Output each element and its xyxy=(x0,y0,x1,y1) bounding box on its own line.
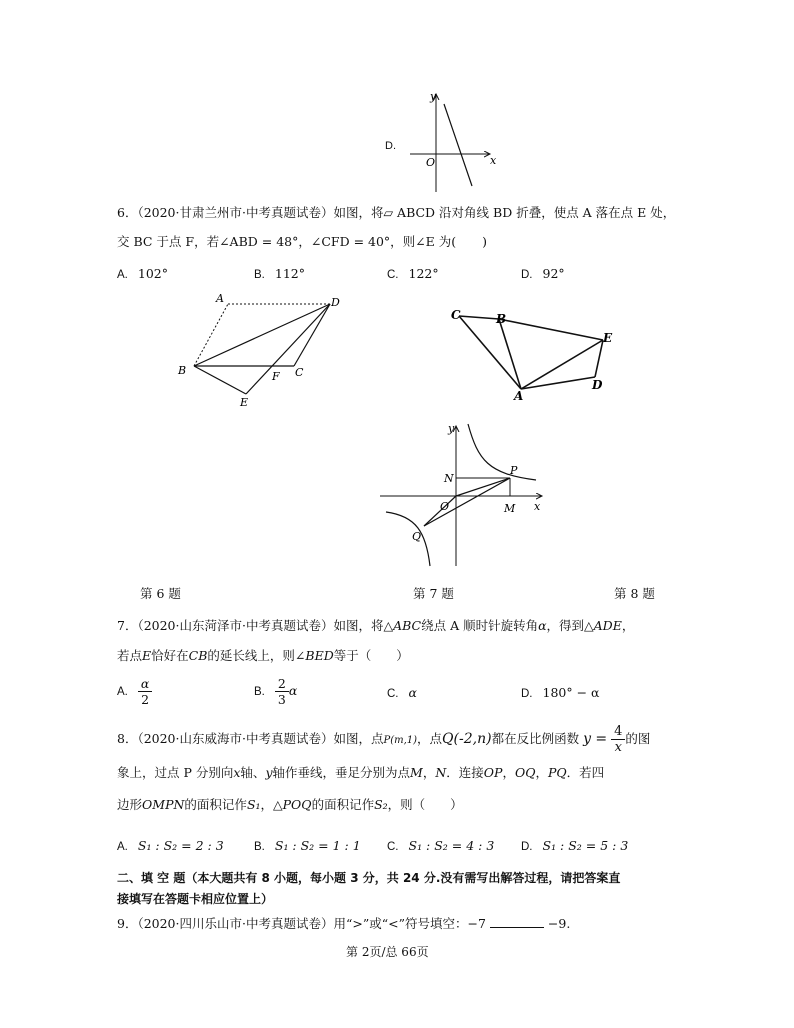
q6-option-c: C. 122° xyxy=(387,266,439,281)
fig8-label-n: N xyxy=(444,472,454,485)
fig8-label-q: Q xyxy=(412,530,422,543)
fig6-label-d: D xyxy=(331,296,340,309)
q9-left-value: −7 xyxy=(467,916,486,931)
q7-option-b: B. $\frac{2}{3}$ α xyxy=(254,676,298,707)
q9-stem: 9．（2020·四川乐山市·中考真题试卷）用“>”或“<”符号填空：−7 −9. xyxy=(117,916,571,931)
caption-fig8: 第 8 题 xyxy=(614,586,655,601)
q9-answer-blank[interactable] xyxy=(490,915,544,928)
q6-stem-line2a: 交 BC 于点 F，若∠ABD = 48°，∠CFD = 40°，则∠E 为( xyxy=(117,234,457,249)
q7-alpha: α xyxy=(538,618,547,633)
fig7-label-d: D xyxy=(592,378,603,392)
q7-angle-bed: ∠BED xyxy=(294,648,334,663)
q7-segment-cb: CB xyxy=(188,648,208,663)
fig6-label-e: E xyxy=(240,396,249,409)
q8-option-c: C. S₁ : S₂ = 4 : 3 xyxy=(387,838,495,853)
q6-stem-line1: 6．（2020·甘肃兰州市·中考真题试卷）如图，将▱ ABCD 沿对角线 BD 折叠，使点 A 落在点 E 处， xyxy=(117,205,676,220)
q6-option-a: A. 102° xyxy=(117,266,168,281)
caption-fig6: 第 6 题 xyxy=(140,586,181,601)
figure-6-parallelogram xyxy=(170,290,350,410)
section2-heading-line2: 接填写在答题卡相应位置上） xyxy=(117,892,274,906)
caption-fig7: 第 7 题 xyxy=(413,586,454,601)
top-x-label: x xyxy=(490,154,497,167)
top-line-graph xyxy=(400,86,500,196)
q8-func-y: y = xyxy=(583,731,608,747)
q9-right-value: −9 xyxy=(547,916,567,931)
q8-option-b: B. S₁ : S₂ = 1 : 1 xyxy=(254,838,361,853)
q6-option-d: D. 92° xyxy=(521,266,565,281)
q8-option-d: D. S₁ : S₂ = 5 : 3 xyxy=(521,838,629,853)
top-y-label: y xyxy=(430,90,437,103)
section2-heading-line1: 二、填 空 题（本大题共有 8 小题，每小题 3 分，共 24 分.没有需写出解答过程，请把答案直 xyxy=(117,871,621,885)
fig6-label-f: F xyxy=(272,370,280,383)
page-footer: 第 2页/总 66页 xyxy=(346,945,429,959)
figure-7-rotation xyxy=(445,305,625,405)
q8-stem-line3: 边形OMPN的面积记作S₁，△POQ的面积记作S₂，则（ ） xyxy=(117,797,463,812)
q8-option-a: A. S₁ : S₂ = 2 : 3 xyxy=(117,838,224,853)
top-origin-label: O xyxy=(426,156,436,169)
q6-option-b: B. 112° xyxy=(254,266,305,281)
fig8-label-x: x xyxy=(534,500,541,513)
q6-stem-line2b: ) xyxy=(482,234,488,249)
fig8-label-o: O xyxy=(440,500,450,513)
fig6-label-c: C xyxy=(295,366,304,379)
q8-point-q: Q(-2,n) xyxy=(442,731,492,747)
q7-tri-abc: △ABC xyxy=(383,618,422,633)
fig7-label-b: B xyxy=(496,312,507,326)
fig6-label-b: B xyxy=(178,364,187,377)
fig7-label-a: A xyxy=(514,389,524,403)
top-option-label: D. xyxy=(385,140,396,152)
q7-tri-ade: △ADE xyxy=(584,618,622,633)
fig8-label-p: P xyxy=(510,464,518,477)
fig8-label-m: M xyxy=(504,502,516,515)
q8-stem-line1: 8．（2020·山东威海市·中考真题试卷）如图，点P(m,1)，点Q(-2,n)都在反比例函数 y = $\frac{4}{x}$ 的图 xyxy=(117,724,651,755)
q7-option-a: A. $\frac{\alpha}{2}$ xyxy=(117,676,152,707)
fig8-label-y: y xyxy=(448,422,455,435)
fig6-label-a: A xyxy=(216,292,224,305)
q8-stem-line2: 象上，过点 P 分别向x轴、y轴作垂线，垂足分别为点M，N．连接OP，OQ，PQ．若四 xyxy=(117,765,605,780)
q7-stem-line2: 若点E恰好在CB的延长线上，则∠BED等于（ ） xyxy=(117,648,409,663)
fig7-label-e: E xyxy=(603,331,613,345)
fig7-label-c: C xyxy=(451,308,461,322)
figure-8-inverse-function xyxy=(376,420,556,570)
q8-func-fraction: $\frac{4}{x}$ xyxy=(611,724,625,755)
q7-point-e: E xyxy=(142,648,152,663)
q8-point-p: P(m,1) xyxy=(383,735,418,746)
q7-option-c: C. α xyxy=(387,685,417,700)
q6-stem-line2 xyxy=(117,233,487,251)
q7-stem-line1: 7．（2020·山东菏泽市·中考真题试卷）如图，将△ABC绕点 A 顺时针旋转角α，得到△ADE， xyxy=(117,618,635,633)
q7-option-d: D. 180° − α xyxy=(521,685,600,700)
